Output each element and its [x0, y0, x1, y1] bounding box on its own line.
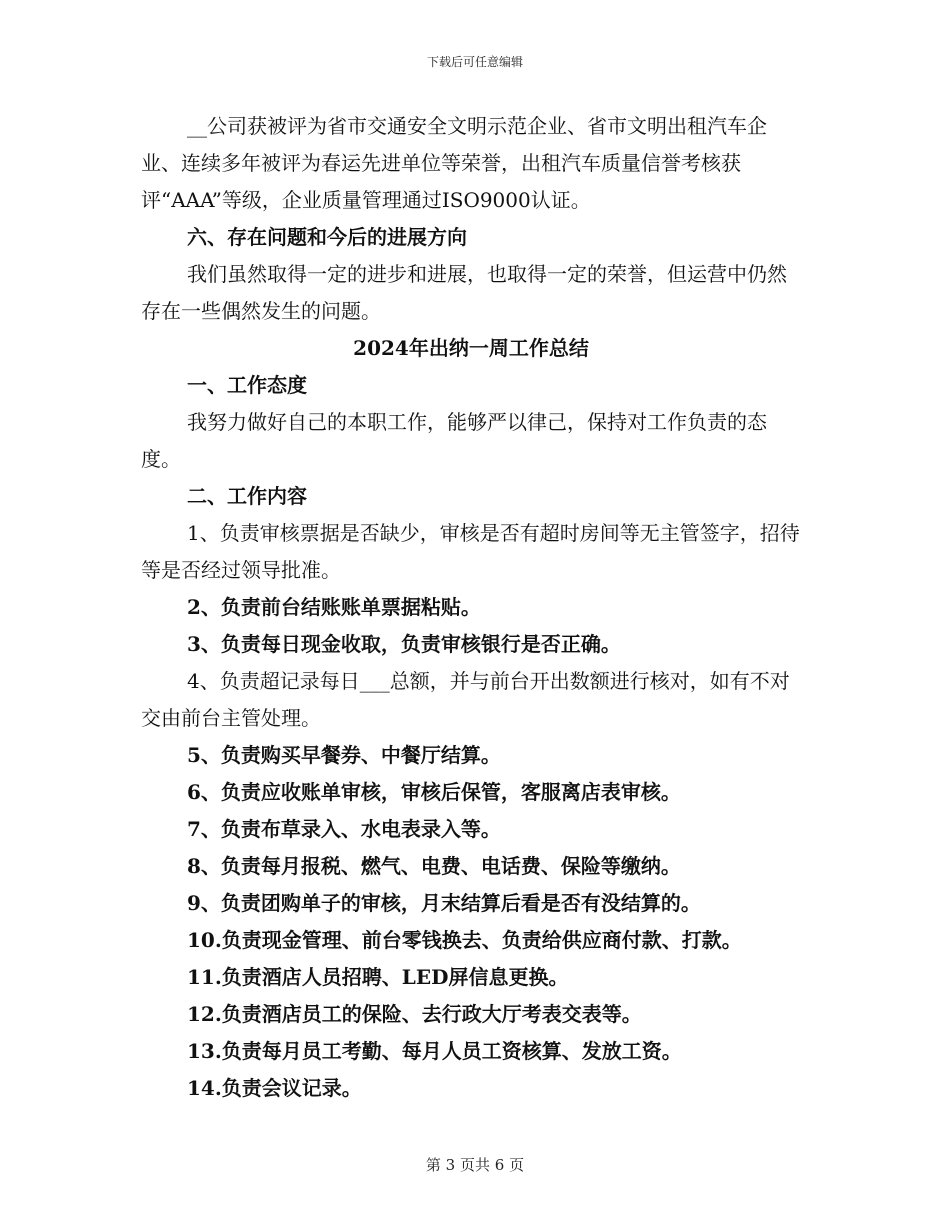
list-item-9: 9、负责团购单子的审核，月末结算后看是否有没结算的。	[187, 891, 701, 915]
document-body	[141, 108, 801, 1107]
section-heading-content: 二、工作内容	[187, 484, 307, 508]
list-item-8: 8、负责每月报税、燃气、电费、电话费、保险等缴纳。	[187, 854, 681, 878]
list-item-14: 14.负责会议记录。	[187, 1076, 362, 1100]
section-heading-attitude: 一、工作态度	[187, 373, 307, 397]
list-item-10: 10.负责现金管理、前台零钱换去、负责给供应商付款、打款。	[187, 928, 742, 952]
paragraph-honors: __公司获被评为省市交通安全文明示范企业、省市文明出租汽车企业、连续多年被评为春运先进单位等荣誉，出租汽车质量信誉考核获评“AAA”等级，企业质量管理通过ISO9000认证。	[141, 114, 767, 212]
page-header: 下载后可任意编辑	[426, 55, 523, 69]
paragraph-problems: 我们虽然取得一定的进步和进展，也取得一定的荣誉，但运营中仍然存在一些偶然发生的问题。	[141, 262, 787, 323]
document-title: 2024年出纳一周工作总结	[353, 336, 589, 360]
section-heading-problems: 六、存在问题和今后的进展方向	[187, 225, 467, 249]
paragraph-attitude: 我努力做好自己的本职工作，能够严以律己，保持对工作负责的态度。	[141, 410, 767, 471]
list-item-4: 4、负责超记录每日___总额，并与前台开出数额进行核对，如有不对交由前台主管处理。	[141, 669, 790, 730]
list-item-7: 7、负责布草录入、水电表录入等。	[187, 817, 501, 841]
list-item-2: 2、负责前台结账账单票据粘贴。	[187, 595, 481, 619]
list-item-6: 6、负责应收账单审核，审核后保管，客服离店表审核。	[187, 780, 681, 804]
list-item-5: 5、负责购买早餐券、中餐厅结算。	[187, 743, 501, 767]
list-item-13: 13.负责每月员工考勤、每月人员工资核算、发放工资。	[187, 1039, 682, 1063]
list-item-3: 3、负责每日现金收取，负责审核银行是否正确。	[187, 632, 621, 656]
list-item-12: 12.负责酒店员工的保险、去行政大厅考表交表等。	[187, 1002, 642, 1026]
page-footer: 第 3 页共 6 页	[425, 1156, 525, 1174]
list-item-1: 1、负责审核票据是否缺少，审核是否有超时房间等无主管签字，招待等是否经过领导批准。	[141, 521, 800, 582]
list-item-11: 11.负责酒店人员招聘、LED屏信息更换。	[187, 965, 569, 989]
